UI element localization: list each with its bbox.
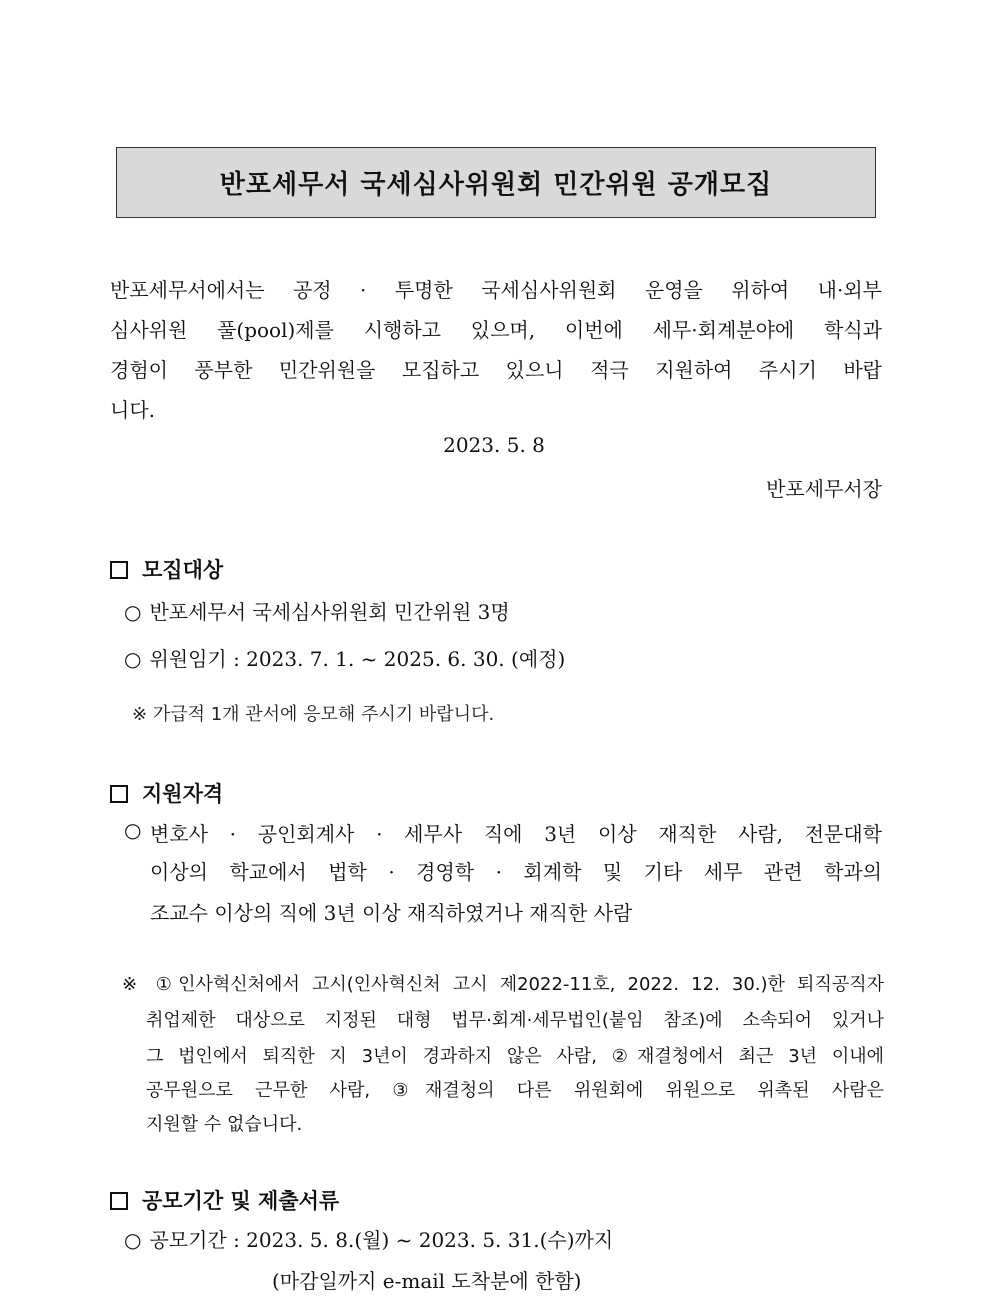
intro-line-3: 경험이 풍부한 민간위원을 모집하고 있으니 적극 지원하여 주시기 바랍 — [110, 358, 882, 382]
recruit-item-2: ○ 위원임기 : 2023. 7. 1. ~ 2025. 6. 30. (예정) — [124, 647, 566, 671]
circle-bullet-icon: ○ — [124, 647, 142, 671]
square-bullet-icon — [110, 785, 128, 803]
period-item: ○ 공모기간 : 2023. 5. 8.(월) ~ 2023. 5. 31.(수)까지 — [124, 1228, 614, 1252]
period-sub-note: (마감일까지 e-mail 도착분에 한함) — [272, 1269, 582, 1293]
recruit-item-1: ○ 반포세무서 국세심사위원회 민간위원 3명 — [124, 600, 510, 624]
circle-bullet-icon: ○ — [124, 1228, 142, 1252]
qualification-line-1: 변호사 · 공인회계사 · 세무사 직에 3년 이상 재직한 사람, 전문대학 — [150, 822, 882, 846]
square-bullet-icon — [110, 561, 128, 579]
intro-line-1: 반포세무서에서는 공정 · 투명한 국세심사위원회 운영을 위하여 내·외부 — [110, 278, 882, 302]
remark-line-4: 공무원으로 근무한 사람, ③재결청의 다른 위원회에 위원으로 위촉된 사람은 — [146, 1080, 884, 1101]
section-period-heading: 공모기간 및 제출서류 — [110, 1185, 339, 1215]
intro-line-2: 심사위원 풀(pool)제를 시행하고 있으며, 이번에 세무·회계분야에 학식과 — [110, 318, 882, 342]
page-title: 반포세무서 국세심사위원회 민간위원 공개모집 — [219, 170, 773, 200]
remark-line-5: 지원할 수 없습니다. — [146, 1114, 303, 1135]
title-box — [116, 147, 876, 218]
qualification-line-2: 이상의 학교에서 법학 · 경영학 · 회계학 및 기타 세무 관련 학과의 — [150, 860, 882, 884]
section-qualification-heading: 지원자격 — [110, 778, 223, 808]
square-bullet-icon — [110, 1192, 128, 1210]
remark-line-3: 그 법인에서 퇴직한 지 3년이 경과하지 않은 사람, ②재결청에서 최근 3년 이내에 — [146, 1046, 884, 1067]
signer: 반포세무서장 — [766, 477, 882, 501]
section-recruit-heading: 모집대상 — [110, 554, 223, 584]
qualification-line-3: 조교수 이상의 직에 3년 이상 재직하였거나 재직한 사람 — [150, 901, 633, 925]
intro-line-4: 니다. — [110, 398, 155, 422]
remark-line-2: 취업제한 대상으로 지정된 대형 법무·회계·세무법인(붙임 참조)에 소속되어 있거나 — [146, 1010, 884, 1031]
qualification-bullet — [124, 818, 149, 842]
circle-bullet-icon: ○ — [124, 600, 142, 624]
remark-line-1: ※ ①인사혁신처에서 고시(인사혁신처 고시 제2022-11호, 2022. 12. 30.)한 퇴직공직자 — [122, 974, 884, 995]
announcement-date: 2023. 5. 8 — [443, 433, 545, 457]
recruit-note: ※ 가급적 1개 관서에 응모해 주시기 바랍니다. — [132, 704, 495, 725]
circle-bullet-icon: ○ — [124, 818, 142, 842]
